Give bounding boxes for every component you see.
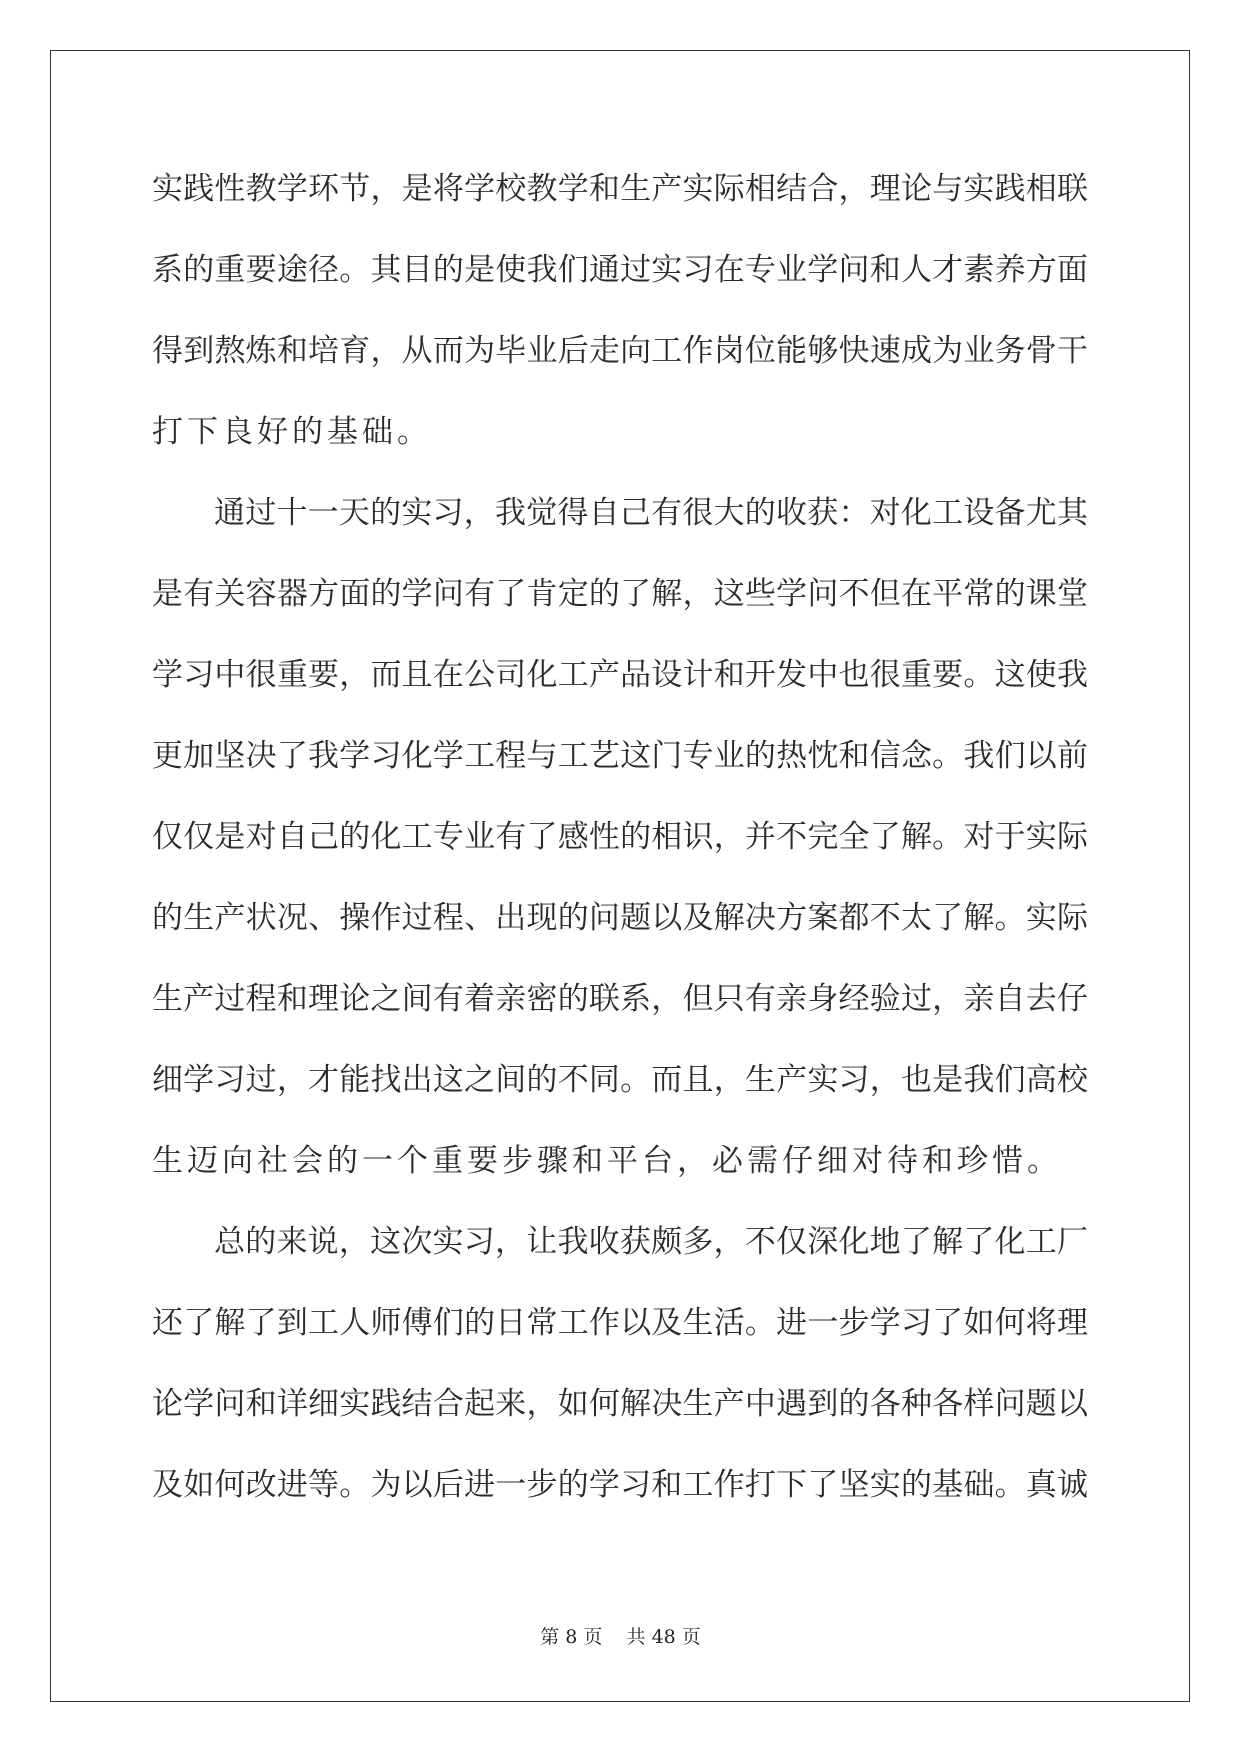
text-line: 是有关容器方面的学问有了肯定的了解，这些学问不但在平常的课堂 <box>152 576 1088 612</box>
text-line: 更加坚决了我学习化学工程与工艺这门专业的热忱和信念。我们以前 <box>152 738 1088 774</box>
text-line: 实践性教学环节，是将学校教学和生产实际相结合，理论与实践相联 <box>152 171 1088 207</box>
text-line: 系的重要途径。其目的是使我们通过实习在专业学问和人才素养方面 <box>152 252 1088 288</box>
text-line: 打下良好的基础。 <box>152 414 432 450</box>
text-line: 的生产状况、操作过程、出现的问题以及解决方案都不太了解。实际 <box>152 900 1088 936</box>
text-line: 生迈向社会的一个重要步骤和平台，必需仔细对待和珍惜。 <box>152 1143 1062 1179</box>
text-line: 通过十一天的实习，我觉得自己有很大的收获：对化工设备尤其 <box>214 495 1088 531</box>
text-line: 论学问和详细实践结合起来，如何解决生产中遇到的各种各样问题以 <box>152 1386 1088 1422</box>
page-total: 共 48 页 <box>626 1626 701 1648</box>
document-body <box>152 160 1088 1537</box>
page-number: 第 8 页 <box>540 1626 603 1648</box>
page-footer <box>0 1622 1241 1649</box>
text-line: 总的来说，这次实习，让我收获颇多，不仅深化地了解了化工厂 <box>214 1224 1088 1260</box>
text-line: 及如何改进等。为以后进一步的学习和工作打下了坚实的基础。真诚 <box>152 1467 1088 1503</box>
text-line: 仅仅是对自己的化工专业有了感性的相识，并不完全了解。对于实际 <box>152 819 1088 855</box>
text-line: 还了解了到工人师傅们的日常工作以及生活。进一步学习了如何将理 <box>152 1305 1088 1341</box>
text-line: 细学习过，才能找出这之间的不同。而且，生产实习，也是我们高校 <box>152 1062 1088 1098</box>
text-line: 生产过程和理论之间有着亲密的联系，但只有亲身经验过，亲自去仔 <box>152 981 1088 1017</box>
text-line: 学习中很重要，而且在公司化工产品设计和开发中也很重要。这使我 <box>152 657 1088 693</box>
text-line: 得到熬炼和培育，从而为毕业后走向工作岗位能够快速成为业务骨干 <box>152 333 1088 369</box>
